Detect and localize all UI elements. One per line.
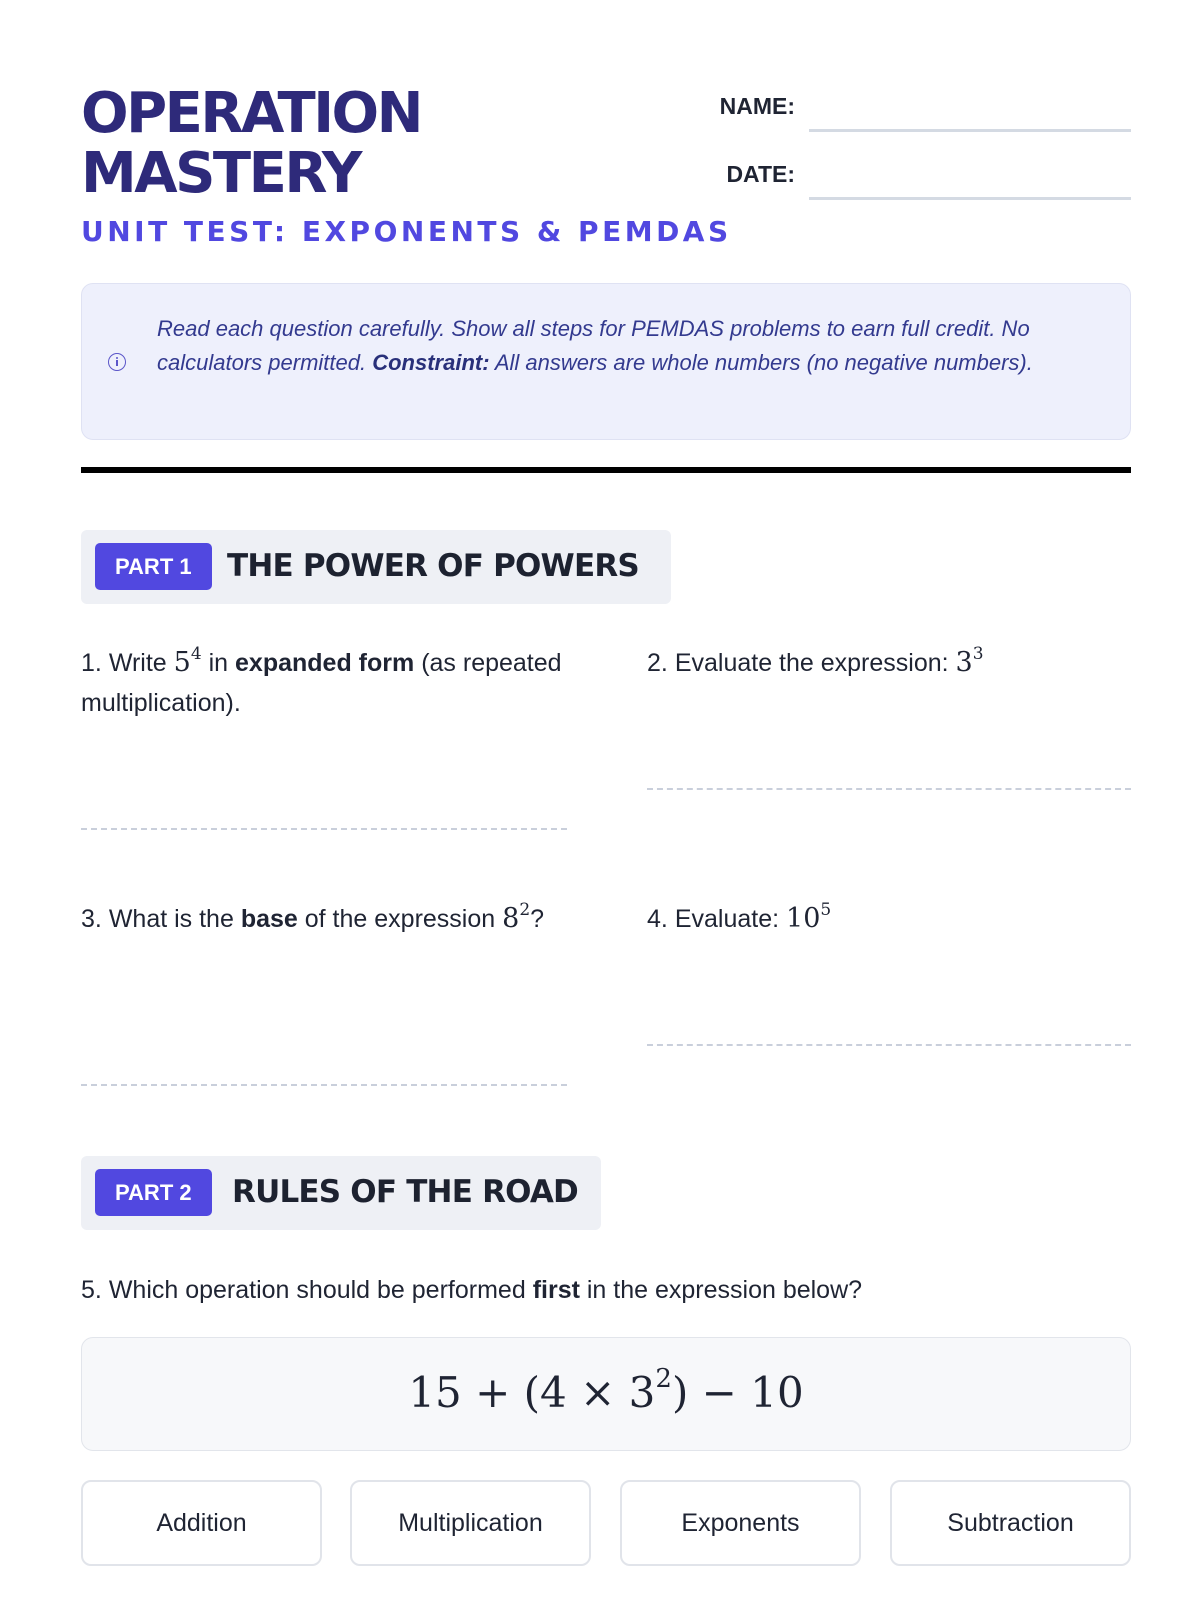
- expression-box: [81, 1337, 1131, 1451]
- choice-addition-button[interactable]: Addition: [81, 1480, 322, 1566]
- question-1-answer-line[interactable]: [81, 828, 567, 830]
- part-1-header: [81, 530, 671, 604]
- question-5: [81, 1270, 1131, 1310]
- choice-subtraction-button[interactable]: Subtraction: [890, 1480, 1131, 1566]
- part-2-tag: PART 2: [95, 1169, 212, 1216]
- question-1-text-c: (as repeated multiplication).: [81, 649, 562, 717]
- name-label: NAME:: [719, 93, 795, 119]
- question-1-number: 1.: [81, 649, 102, 677]
- info-circle-icon: [108, 353, 126, 371]
- instructions-callout: [81, 283, 1131, 440]
- name-field[interactable]: [809, 129, 1131, 132]
- question-2-power: [955, 644, 984, 678]
- question-1-text: Write: [108, 649, 167, 677]
- expression-part-a: 15 + (4 × 3: [408, 1368, 656, 1417]
- instructions-text-b: All answers are whole numbers (no negative numbers).: [489, 350, 1033, 375]
- instructions-text: [157, 312, 1087, 380]
- question-3-number: 3.: [81, 905, 102, 933]
- question-2-number: 2.: [647, 649, 668, 677]
- question-3-answer-line[interactable]: [81, 1084, 567, 1086]
- question-1-keyword: expanded form: [235, 649, 415, 677]
- question-1-power: [173, 644, 202, 678]
- question-4-number: 4.: [647, 905, 668, 933]
- expression-exponent: 2: [655, 1364, 672, 1394]
- question-1: [81, 643, 581, 723]
- instructions-text-a: Read each question carefully. Show all steps for PEMDAS problems to earn full credit. No calculators permitted.: [157, 316, 1030, 375]
- part-1-title: THE POWER OF POWERS: [227, 548, 639, 584]
- question-3-text-c: ?: [530, 905, 545, 933]
- expression-part-b: ) − 10: [671, 1368, 804, 1417]
- question-5-keyword: first: [532, 1276, 580, 1304]
- worksheet-title: [81, 81, 641, 206]
- question-5-text-b: in the expression below?: [586, 1276, 863, 1304]
- worksheet-subtitle: UNIT TEST: EXPONENTS & PEMDAS: [81, 215, 732, 248]
- question-1-text-b: in: [208, 649, 229, 677]
- question-5-number: 5.: [81, 1276, 102, 1304]
- part-2-header: [81, 1156, 601, 1230]
- question-4-text: Evaluate:: [674, 905, 780, 933]
- choice-multiplication-button[interactable]: Multiplication: [350, 1480, 591, 1566]
- part-1-tag: PART 1: [95, 543, 212, 590]
- question-3-text-b: of the expression: [304, 905, 496, 933]
- question-2-exponent: 3: [972, 644, 984, 664]
- question-4-base: 10: [786, 903, 821, 934]
- part-2-title: RULES OF THE ROAD: [232, 1174, 578, 1210]
- section-divider: [81, 467, 1131, 473]
- question-2-text: Evaluate the expression:: [674, 649, 949, 677]
- question-2-answer-line[interactable]: [647, 788, 1131, 790]
- date-label: DATE:: [726, 161, 795, 187]
- question-4: [647, 899, 1131, 939]
- question-3-text: What is the: [108, 905, 234, 933]
- answer-choices: [81, 1480, 1131, 1566]
- question-3-keyword: base: [240, 905, 298, 933]
- worksheet-page: [81, 0, 1131, 1600]
- question-5-text: Which operation should be performed: [108, 1276, 526, 1304]
- title-line-2: MASTERY: [81, 141, 360, 206]
- question-4-power: [786, 900, 832, 934]
- choice-exponents-button[interactable]: Exponents: [620, 1480, 861, 1566]
- question-1-exponent: 4: [190, 644, 202, 664]
- pemdas-expression: [82, 1364, 1130, 1418]
- question-3: [81, 899, 581, 939]
- question-3-power: [502, 900, 531, 934]
- question-3-exponent: 2: [519, 900, 531, 920]
- instructions-emphasis: Constraint:: [372, 350, 490, 375]
- date-field[interactable]: [809, 197, 1131, 200]
- question-4-exponent: 5: [820, 900, 832, 920]
- question-3-base: 8: [502, 903, 520, 934]
- title-line-1: OPERATION: [81, 81, 422, 146]
- question-1-base: 5: [173, 647, 191, 678]
- question-4-answer-line[interactable]: [647, 1044, 1131, 1046]
- question-2: [647, 643, 1131, 683]
- question-2-base: 3: [955, 647, 973, 678]
